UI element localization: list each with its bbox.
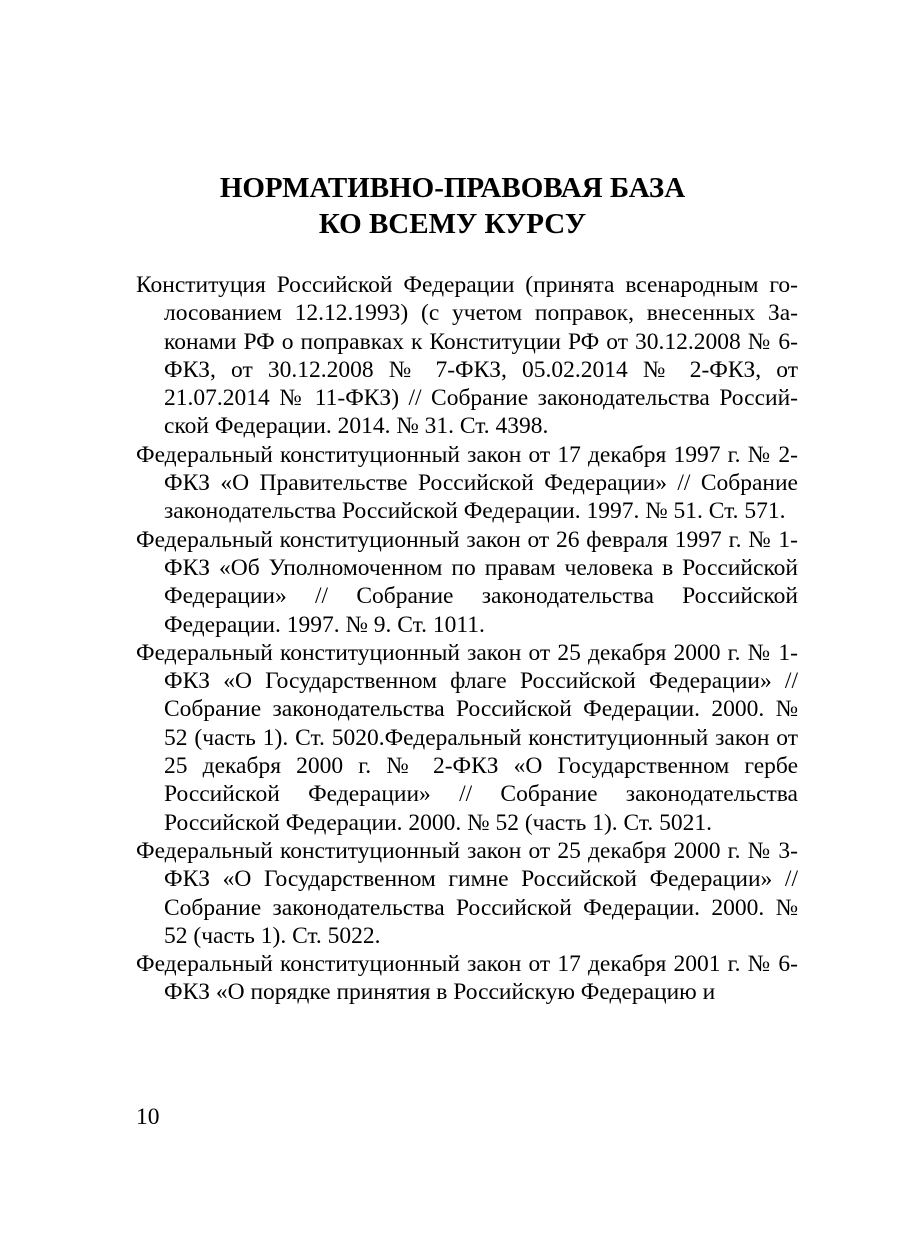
reference-entry-anthem-law: Федеральный конституционный закон от 25 декабря 2000 г. № 3-ФКЗ «О Государственном гимне Российской Федерации» // Собрание законодательства Российской Федерации. 2000. № 52 (часть 1). Ст. 5022. [136,837,798,949]
reference-entry-admission-law: Федеральный конституционный закон от 17 декабря 2001 г. № 6-ФКЗ «О порядке принятия в Российскую Федерацию и [136,951,798,1006]
page-number: 10 [136,1104,160,1130]
page-title [0,170,905,242]
reference-list [136,271,798,1007]
reference-entry-constitution: Конституция Российской Федерации (принята всенародным голосованием 12.12.1993) (с учетом поправок, внесенных Законами РФ о поправках к Конституции РФ от 30.12.2008 № 6-ФКЗ, от 30.12.2008 № 7-ФКЗ, 05.02.2014 № 2-ФКЗ, от 21.07.2014 № 11-ФКЗ) // Собрание законодательства Российской Федерации. 2014. № 31. Ст. 4398. [136,272,798,440]
page-title-line-2: КО ВСЕМУ КУРСУ [318,208,587,240]
reference-entry-government-law: Федеральный конституционный закон от 17 декабря 1997 г. № 2-ФКЗ «О Правительстве Российской Федерации» // Собрание законодательства Российской Федерации. 1997. № 51. Ст. 571. [136,441,798,525]
reference-entry-flag-emblem-law: Федеральный конституционный закон от 25 декабря 2000 г. № 1-ФКЗ «О Государственном флаге Российской Федерации» // Собрание законодательства Российской Федерации. 2000. № 52 (часть 1). Ст. 5020.Федеральный конституционный закон от 25 декабря 2000 г. № 2-ФКЗ «О Государственном гербе Российской Федерации» // Собрание законодательства Российской Федерации. 2000. № 52 (часть 1). Ст. 5021. [136,639,798,836]
page-title-line-1: НОРМАТИВНО-ПРАВОВАЯ БАЗА [219,172,686,204]
reference-entry-ombudsman-law: Федеральный конституционный закон от 26 февраля 1997 г. № 1-ФКЗ «Об Уполномоченном по правам человека в Российской Федерации» // Собрание законодательства Российской Федерации. 1997. № 9. Ст. 1011. [136,526,798,638]
